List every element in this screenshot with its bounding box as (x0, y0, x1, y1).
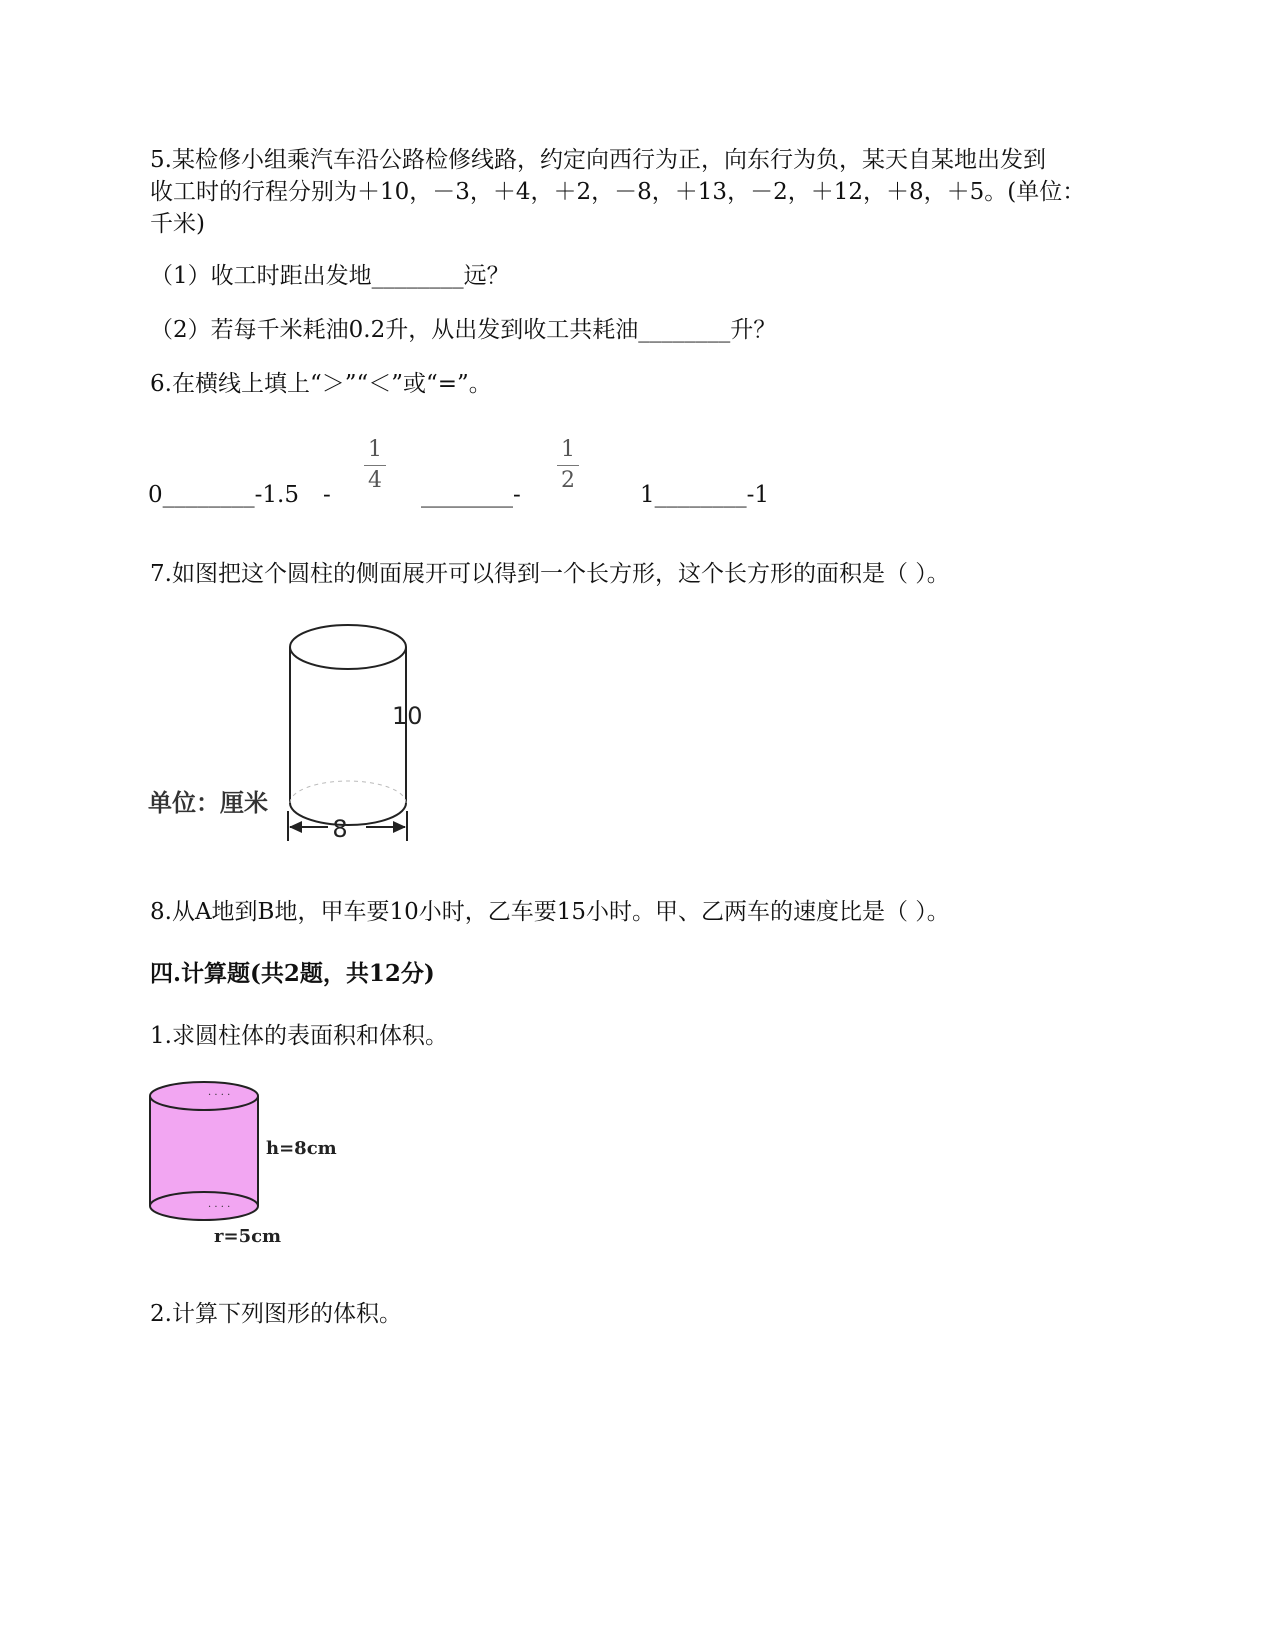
fraction-numerator: 1 (368, 437, 382, 462)
section-heading: 四.计算题(共2题，共12分) (150, 960, 435, 987)
arrow-right-icon (393, 821, 406, 833)
q5-line-2: 收工时的行程分别为＋10，－3，＋4，＋2，－8，＋13，－2，＋12，＋8，＋5。(单位： (150, 179, 1086, 205)
unit-label: 单位：厘米 (148, 789, 268, 817)
cylinder-figure-q7 (140, 615, 440, 855)
fraction-denominator: 2 (561, 468, 575, 493)
q5-sub-question-1: （1）收工时距出发地________远？ (150, 263, 510, 289)
q6-item-3: 1________-1 (640, 482, 770, 508)
q8-text: 8.从A地到B地，甲车要10小时，乙车要15小时。甲、乙两车的速度比是（ ）。 (150, 899, 950, 925)
q7-text: 7.如图把这个圆柱的侧面展开可以得到一个长方形，这个长方形的面积是（ ）。 (150, 561, 950, 587)
q5-sub-question-2: （2）若每千米耗油0.2升，从出发到收工共耗油________升？ (150, 317, 777, 343)
q5-line-1: 5.某检修小组乘汽车沿公路检修线路，约定向西行为正，向东行为负，某天自某地出发到 (150, 147, 1046, 173)
q6-item-2: ________- (421, 482, 521, 508)
q6-minus-sign: - (323, 482, 331, 508)
arrow-left-icon (289, 821, 302, 833)
cylinder-width-label: 8 (332, 815, 348, 843)
svg-text:· · · ·: · · · · (208, 1090, 231, 1101)
q6-item-1: 0________-1.5 (148, 482, 299, 508)
svg-text:· · · ·: · · · · (208, 1202, 231, 1213)
q6-text: 6.在横线上填上“＞”“＜”或“=”。 (150, 371, 492, 397)
cylinder-figure-calc1 (140, 1078, 340, 1258)
fraction-numerator: 1 (561, 437, 575, 462)
q6-fraction-half (553, 437, 583, 494)
calc1-text: 1.求圆柱体的表面积和体积。 (150, 1023, 448, 1049)
fraction-denominator: 4 (368, 468, 382, 493)
calc1-height-label: h=8cm (266, 1138, 337, 1159)
calc2-text: 2.计算下列图形的体积。 (150, 1301, 402, 1327)
cylinder-height-label: 10 (392, 702, 423, 730)
fraction-bar (364, 465, 386, 466)
calc1-radius-label: r=5cm (214, 1226, 282, 1247)
fraction-bar (557, 465, 579, 466)
q6-fraction-quarter (360, 437, 390, 494)
q5-line-3: 千米) (150, 211, 205, 237)
